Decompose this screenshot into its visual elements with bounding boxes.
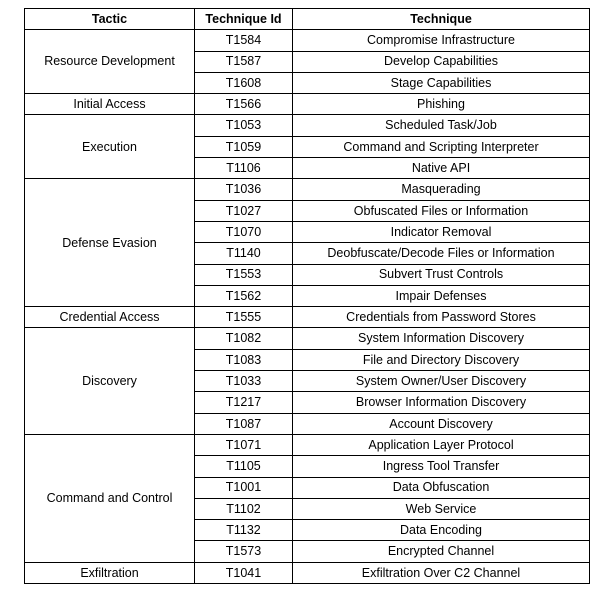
technique-id-cell: T1082 xyxy=(195,328,293,349)
technique-id-cell: T1041 xyxy=(195,562,293,583)
table-header xyxy=(25,9,590,30)
tactic-cell: Resource Development xyxy=(25,30,195,94)
table-row xyxy=(25,30,590,51)
technique-id-cell: T1053 xyxy=(195,115,293,136)
technique-name-cell: Account Discovery xyxy=(293,413,590,434)
technique-name-cell: Encrypted Channel xyxy=(293,541,590,562)
tactic-cell: Exfiltration xyxy=(25,562,195,583)
technique-name-cell: Native API xyxy=(293,158,590,179)
technique-id-cell: T1573 xyxy=(195,541,293,562)
technique-id-cell: T1608 xyxy=(195,72,293,93)
technique-name-cell: Scheduled Task/Job xyxy=(293,115,590,136)
technique-id-cell: T1001 xyxy=(195,477,293,498)
technique-name-cell: Subvert Trust Controls xyxy=(293,264,590,285)
technique-id-cell: T1087 xyxy=(195,413,293,434)
technique-name-cell: Command and Scripting Interpreter xyxy=(293,136,590,157)
technique-id-cell: T1036 xyxy=(195,179,293,200)
technique-id-cell: T1106 xyxy=(195,158,293,179)
technique-id-cell: T1059 xyxy=(195,136,293,157)
technique-name-cell: Ingress Tool Transfer xyxy=(293,456,590,477)
technique-id-cell: T1027 xyxy=(195,200,293,221)
technique-name-cell: Browser Information Discovery xyxy=(293,392,590,413)
technique-name-cell: Deobfuscate/Decode Files or Information xyxy=(293,243,590,264)
table-row xyxy=(25,307,590,328)
technique-id-cell: T1217 xyxy=(195,392,293,413)
technique-name-cell: System Owner/User Discovery xyxy=(293,371,590,392)
table-row xyxy=(25,94,590,115)
technique-id-cell: T1083 xyxy=(195,349,293,370)
technique-id-cell: T1587 xyxy=(195,51,293,72)
tactic-cell: Command and Control xyxy=(25,434,195,562)
table-row xyxy=(25,434,590,455)
technique-name-cell: Data Obfuscation xyxy=(293,477,590,498)
technique-id-cell: T1566 xyxy=(195,94,293,115)
technique-id-cell: T1555 xyxy=(195,307,293,328)
technique-name-cell: Compromise Infrastructure xyxy=(293,30,590,51)
tactic-column-header: Tactic xyxy=(25,9,195,30)
header-row xyxy=(25,9,590,30)
technique-name-cell: Obfuscated Files or Information xyxy=(293,200,590,221)
technique-name-cell: File and Directory Discovery xyxy=(293,349,590,370)
technique-id-cell: T1102 xyxy=(195,498,293,519)
technique-id-cell: T1070 xyxy=(195,221,293,242)
technique-name-cell: Indicator Removal xyxy=(293,221,590,242)
tactic-cell: Discovery xyxy=(25,328,195,434)
technique-name-cell: Data Encoding xyxy=(293,520,590,541)
technique-name-cell: Phishing xyxy=(293,94,590,115)
technique-id-cell: T1105 xyxy=(195,456,293,477)
table-row xyxy=(25,115,590,136)
technique-name-cell: Credentials from Password Stores xyxy=(293,307,590,328)
technique-name-cell: Masquerading xyxy=(293,179,590,200)
technique-name-cell: Impair Defenses xyxy=(293,285,590,306)
tactic-cell: Initial Access xyxy=(25,94,195,115)
technique-id-cell: T1071 xyxy=(195,434,293,455)
technique-name-cell: Exfiltration Over C2 Channel xyxy=(293,562,590,583)
technique-id-cell: T1562 xyxy=(195,285,293,306)
technique-column-header: Technique xyxy=(293,9,590,30)
technique-name-cell: Web Service xyxy=(293,498,590,519)
technique-id-cell: T1132 xyxy=(195,520,293,541)
table-row xyxy=(25,179,590,200)
technique-id-column-header: Technique Id xyxy=(195,9,293,30)
technique-name-cell: System Information Discovery xyxy=(293,328,590,349)
technique-id-cell: T1033 xyxy=(195,371,293,392)
technique-name-cell: Application Layer Protocol xyxy=(293,434,590,455)
technique-name-cell: Develop Capabilities xyxy=(293,51,590,72)
tactics-techniques-table xyxy=(24,8,590,584)
table-body xyxy=(25,30,590,584)
table-row xyxy=(25,562,590,583)
tactic-cell: Credential Access xyxy=(25,307,195,328)
technique-id-cell: T1584 xyxy=(195,30,293,51)
technique-name-cell: Stage Capabilities xyxy=(293,72,590,93)
tactic-cell: Execution xyxy=(25,115,195,179)
technique-id-cell: T1140 xyxy=(195,243,293,264)
tactic-cell: Defense Evasion xyxy=(25,179,195,307)
table-row xyxy=(25,328,590,349)
technique-id-cell: T1553 xyxy=(195,264,293,285)
